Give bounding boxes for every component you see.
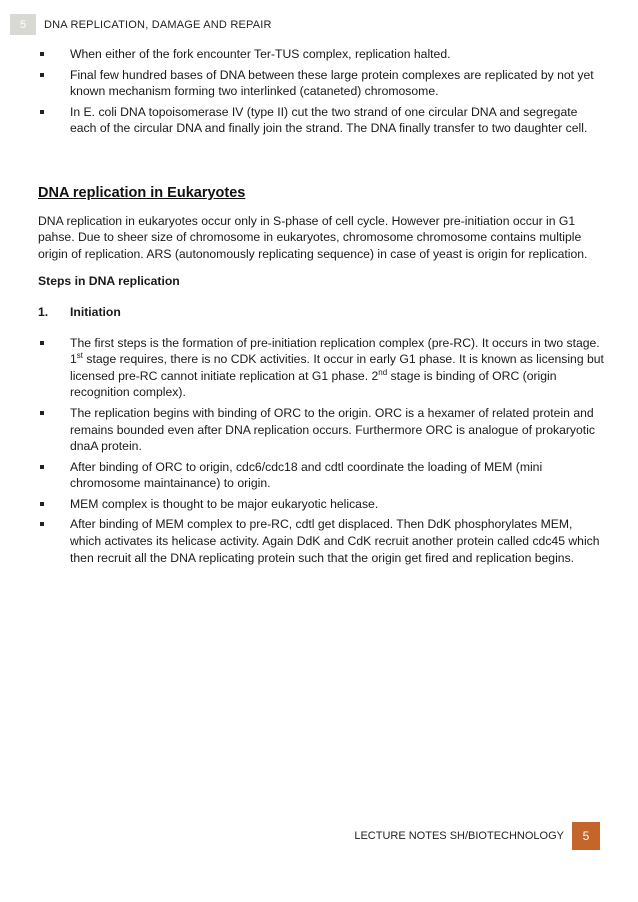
header-page-number: 5 [10,14,36,35]
list-item: When either of the fork encounter Ter-TUS complex, replication halted. [38,46,604,63]
list-item: The first steps is the formation of pre-initiation replication complex (pre-RC). It occurs in two stage. 1st stage requires, there is no CDK activities. It occur in early G1 phase. It is known as licensing but licensed pre-RC cannot initiate replication at G1 phase. 2nd stage is binding of ORC (origin recognition complex). [38,335,604,401]
footer-text: LECTURE NOTES SH/BIOTECHNOLOGY [354,830,564,842]
list-item: After binding of MEM complex to pre-RC, cdtl get displaced. Then DdK phosphorylates MEM, which activates its helicase activity. Again DdK and CdK recruit another protein called cdc45 which then recruit all the DNA replicating protein such that the origin get fired and replication begins. [38,516,604,566]
header-title: DNA REPLICATION, DAMAGE AND REPAIR [44,18,272,31]
list-item: In E. coli DNA topoisomerase IV (type II) cut the two strand of one circular DNA and segregate each of the circular DNA and finally join the strand. The DNA finally transfer to two daughter cell. [38,104,604,137]
footer-page-number: 5 [572,822,600,850]
intro-paragraph: DNA replication in eukaryotes occur only in S-phase of cell cycle. However pre-initiation occur in G1 pahse. Due to sheer size of chromosome in eukaryotes, chromosome chromosome contains multiple origin of replication. ARS (autonomously replicating sequence) in case of yeast is origin for replication. [38,213,588,261]
list-item: Final few hundred bases of DNA between these large protein complexes are replicated by not yet known mechanism forming two interlinked (cataneted) chromosome. [38,67,604,100]
list-item: The replication begins with binding of ORC to the origin. ORC is a hexamer of related protein and remains bounded even after DNA replication occurs. Furthermore ORC is analogue of prokaryotic dnaA protein. [38,405,604,455]
page-footer [354,822,600,850]
step-label: Initiation [70,304,121,319]
initiation-bullet-list [38,335,604,567]
step-heading [38,304,604,321]
page-header [10,14,272,35]
list-item: After binding of ORC to origin, cdc6/cdc18 and cdtl coordinate the loading of MEM (mini chromosome maintainance) to origin. [38,459,604,492]
step-number: 1. [38,304,49,319]
page-content [38,46,604,570]
top-bullet-list [38,46,604,137]
steps-heading: Steps in DNA replication [38,274,180,289]
list-item: MEM complex is thought to be major eukaryotic helicase. [38,496,604,513]
section-title: DNA replication in Eukaryotes [38,184,246,201]
